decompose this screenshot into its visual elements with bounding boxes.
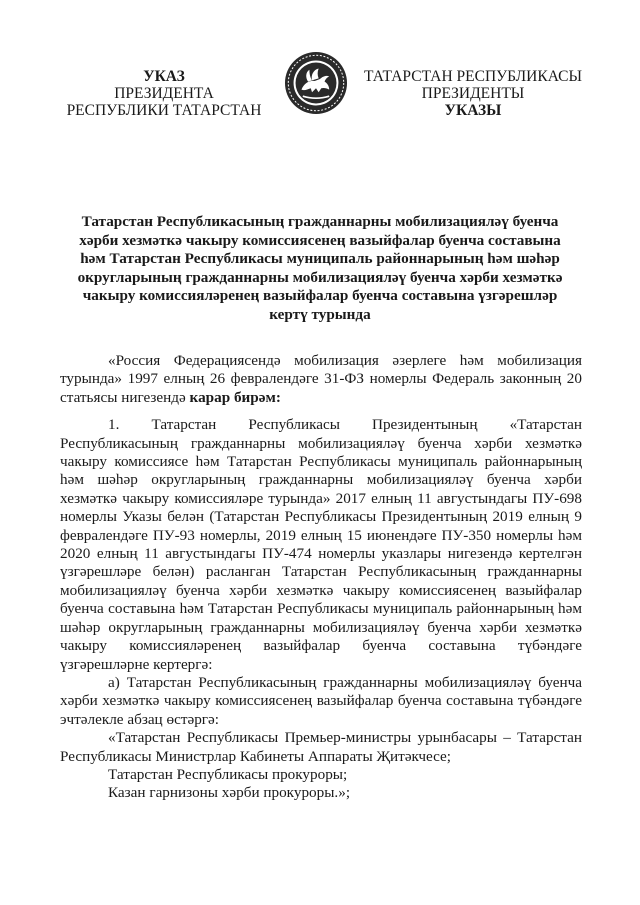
intro-text: «Россия Федерациясендә мобилизация әзерлеге һәм мобилизация турында» 1997 елның 26 февралендәге 31-ФЗ номерлы Федераль законның 20 статьясы нигезендә — [60, 352, 582, 406]
document-body — [60, 352, 582, 803]
paragraph-quote-3: Казан гарнизоны хәрби прокуроры.»; — [108, 784, 351, 802]
intro-decision: карар бирәм: — [189, 388, 281, 406]
intro-paragraph — [60, 352, 582, 407]
header-left-line-3: РЕСПУБЛИКИ ТАТАРСТАН — [66, 102, 262, 119]
header-right-tatar — [364, 68, 582, 119]
tatarstan-coat-of-arms-icon — [283, 50, 349, 116]
paragraph-1: 1. Татарстан Республикасы Президентының «Татарстан Республикасының гражданнарны мобилизацияләү буенча хәрби хезмәткә чакыру комиссиясе һәм Татарстан Республикасы муниципаль районнарының һәм шәһәр округларының гражданнарны мобилизацияләү буенча хәрби хезмәткә чакыру комиссияләре турында» 2017 елның 11 августындагы ПУ-698 номерлы Указы белән (Татарстан Республикасы Президентының 2019 елның 9 февралендәге ПУ-93 номерлы, 2019 елның 15 июнендәге ПУ-350 номерлы һәм 2020 елның 11 августындагы ПУ-474 номерлы указлары нигезендә кертелгән үзгәрешләре белән) расланган Татарстан Республикасының гражданнарны мобилизацияләү буенча хәрби хезмәткә чакыру комиссиясенең вазыйфалар буенча составына һәм Татарстан Республикасы муниципаль районнарының һәм шәһәр округларының гражданнарны мобилизацияләү буенча хәрби хезмәткә чакыру комиссияләренең вазыйфалар буенча составына түбәндәге үзгәрешләрне кертергә: — [60, 416, 582, 673]
header-left-russian — [58, 68, 270, 119]
document-title: Татарстан Республикасының гражданнарны мобилизацияләү буенча хәрби хезмәткә чакыру комиссиясенең вазыйфалар буенча составына һәм Татарстан Республикасы муниципаль районнарының һәм шәһәр округларының гражданнарны мобилизацияләү буенча хәрби хезмәткә чакыру комиссияләренең вазыйфалар буенча составына үзгәрешләр кертү турында — [77, 213, 563, 323]
paragraph-quote-1: «Татарстан Республикасы Премьер-министры урынбасары – Татарстан Республикасы Министрлар Кабинеты Аппараты Җитәкчесе; — [60, 729, 582, 765]
header-right-line-1: ТАТАРСТАН РЕСПУБЛИКАСЫ — [364, 68, 582, 85]
paragraph-a: а) Татарстан Республикасының гражданнарны мобилизацияләү буенча хәрби хезмәткә чакыру комиссиясенең вазыйфалар буенча составына түбәндәге эчтәлекле абзац өстәргә: — [60, 673, 582, 728]
header-left-line-1: УКАЗ — [143, 68, 185, 85]
header-right-line-3: УКАЗЫ — [444, 102, 502, 119]
header-right-line-2: ПРЕЗИДЕНТЫ — [421, 85, 525, 102]
header-left-line-2: ПРЕЗИДЕНТА — [114, 85, 214, 102]
paragraph-quote-2: Татарстан Республикасы прокуроры; — [108, 765, 348, 783]
